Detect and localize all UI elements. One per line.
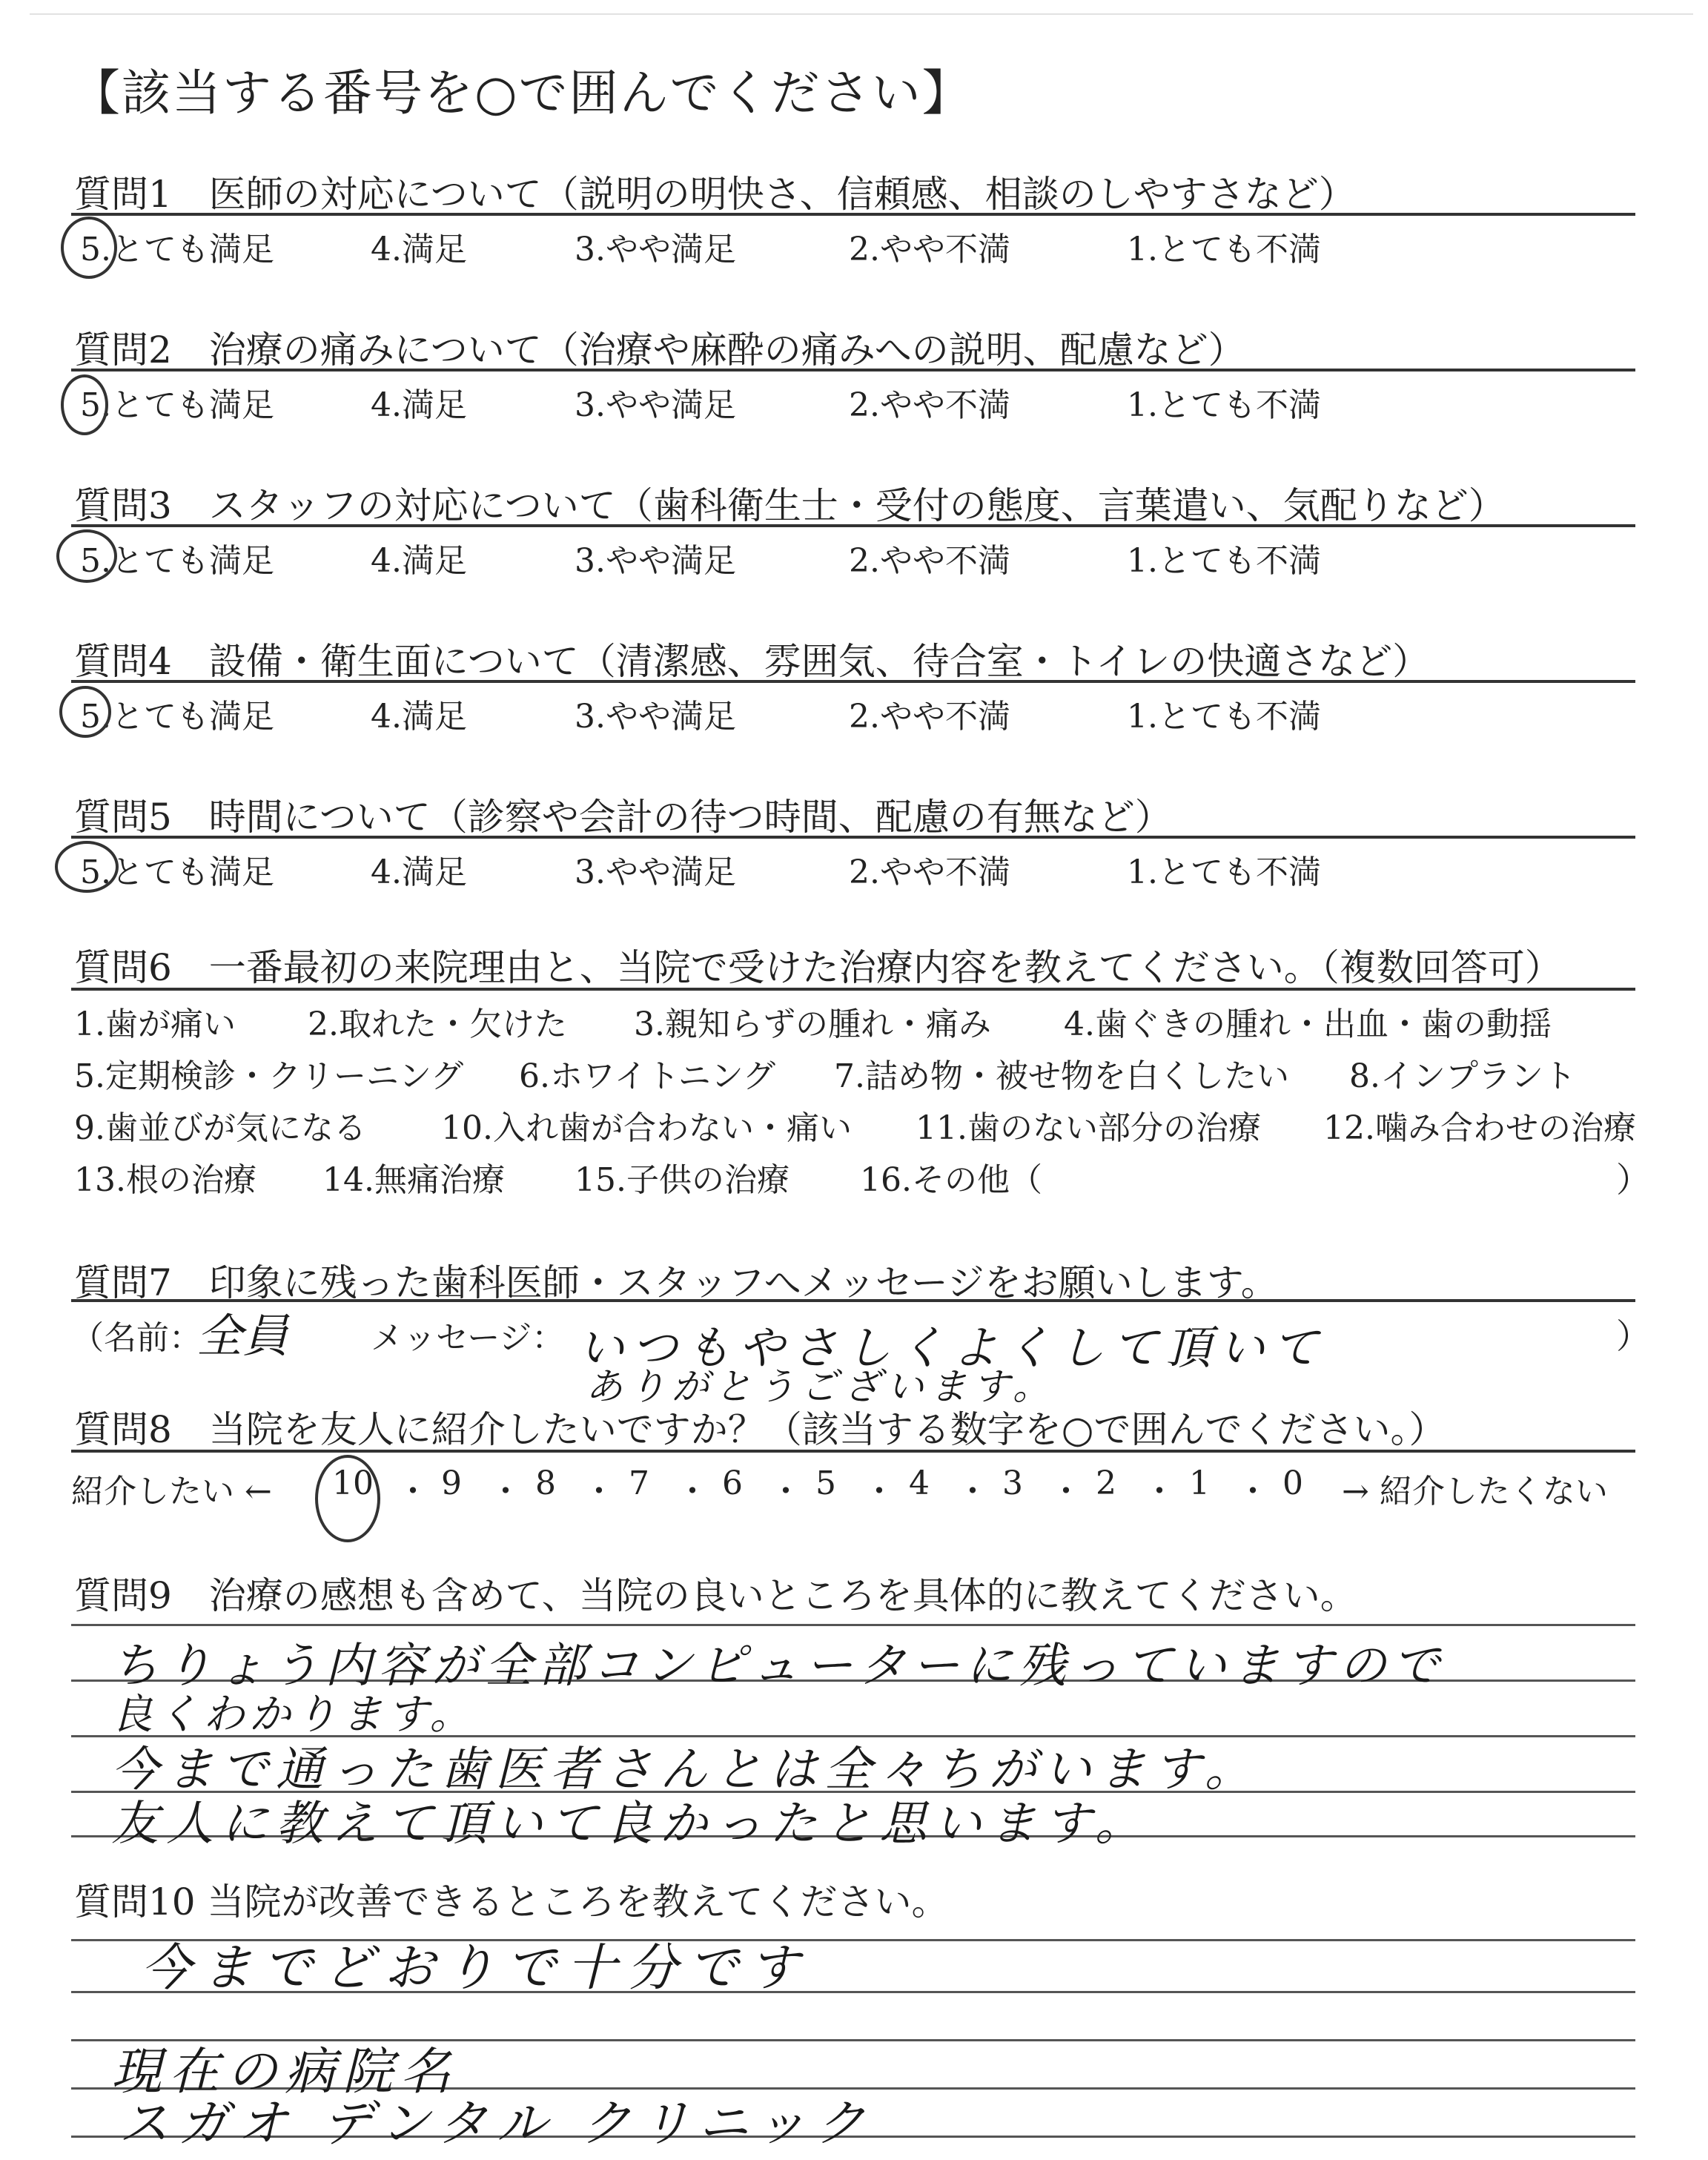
q8-scale-8[interactable]: 8 [535,1464,556,1502]
page-title: 【該当する番号を○で囲んでください】 [71,65,973,122]
q10-answer-line-1: 今までどおりで十分です [141,1939,810,1998]
q8-scale-5[interactable]: 5 [815,1464,836,1502]
q8-scale-sep: ・ [956,1473,989,1510]
question-8-label: 質問8 当院を友人に紹介したいですか？（該当する数字を○で囲んでください。） [74,1408,1446,1451]
question-2-label: 質問2 治療の痛みについて（治療や麻酔の痛みへの説明、配慮など） [74,328,1245,371]
q6-item-9[interactable]: 9.歯並びが気になる [74,1109,366,1147]
q2-option-5[interactable]: 5.とても満足 [80,386,274,424]
q8-right-label: → 紹介したくない [1342,1473,1608,1510]
question-5-label: 質問5 時間について（診察や会計の待つ時間、配慮の有無など） [74,796,1172,839]
q8-scale-2[interactable]: 2 [1096,1464,1116,1502]
q7-message-label: メッセージ： [371,1319,565,1357]
q8-scale-6[interactable]: 6 [722,1464,743,1502]
q8-scale-sep: ・ [1143,1473,1176,1510]
q7-name-label: （名前： [71,1319,202,1357]
q1-option-3[interactable]: 3.やや満足 [575,231,736,268]
q8-scale-7[interactable]: 7 [629,1464,649,1502]
question-3-label: 質問3 スタッフの対応について（歯科衛生士・受付の態度、言葉遣い、気配りなど） [74,484,1506,527]
q2-selected-circle [61,374,108,435]
question-5-rule [71,836,1635,839]
q8-scale-sep: ・ [1237,1473,1269,1510]
q4-option-1[interactable]: 1.とても不満 [1127,698,1321,736]
q1-option-2[interactable]: 2.やや不満 [849,231,1010,268]
q6-item-8[interactable]: 8.インプラント [1349,1057,1576,1095]
q6-item-11[interactable]: 11.歯のない部分の治療 [916,1109,1261,1147]
question-6-rule [71,988,1635,991]
question-10-label: 質問10 当院が改善できるところを教えてください。 [74,1880,949,1923]
q8-scale-sep: ・ [1050,1473,1082,1510]
question-7-label: 質問7 印象に残った歯科医師・スタッフへメッセージをお願いします。 [74,1261,1278,1304]
top-border [30,13,1693,15]
q7-message-line-1: いつもやさしくよくして頂いて [578,1321,1326,1375]
question-9-label: 質問9 治療の感想も含めて、当院の良いところを具体的に教えてください。 [74,1574,1357,1617]
q5-option-2[interactable]: 2.やや不満 [849,853,1010,891]
q7-close-paren: ） [1616,1316,1650,1356]
q8-scale-3[interactable]: 3 [1002,1464,1023,1502]
q8-scale-sep: ・ [676,1473,709,1510]
q1-option-4[interactable]: 4.満足 [371,231,467,268]
q8-scale-sep: ・ [583,1473,615,1510]
q9-answer-line-4: 友人に教えて頂いて良かったと思います。 [111,1797,1150,1852]
q9-answer-line-1: ちりょう内容が全部コンピューターに残っていますので [111,1639,1446,1694]
q6-item-10[interactable]: 10.入れ歯が合わない・痛い [441,1109,852,1147]
question-7-rule [71,1299,1635,1302]
q4-option-5[interactable]: 5.とても満足 [80,698,274,736]
q6-item-16[interactable]: 16.その他（ [860,1161,1042,1199]
q6-item-7[interactable]: 7.詰め物・被せ物を白くしたい [834,1057,1289,1095]
q6-other-close-paren: ） [1616,1160,1650,1200]
q8-scale-sep: ・ [489,1473,522,1510]
q10-answer-line-4: スガオ デンタル クリニック [119,2095,875,2153]
q5-option-1[interactable]: 1.とても不満 [1127,853,1321,891]
q2-option-1[interactable]: 1.とても不満 [1127,386,1321,424]
q3-selected-circle [56,529,117,583]
q4-option-4[interactable]: 4.満足 [371,698,467,736]
q1-option-1[interactable]: 1.とても不満 [1127,231,1321,268]
q3-option-1[interactable]: 1.とても不満 [1127,542,1321,580]
question-2-rule [71,369,1635,371]
q6-item-3[interactable]: 3.親知らずの腫れ・痛み [634,1005,991,1043]
q3-option-2[interactable]: 2.やや不満 [849,542,1010,580]
q5-option-5[interactable]: 5.とても満足 [80,853,274,891]
q6-item-4[interactable]: 4.歯ぐきの腫れ・出血・歯の動揺 [1064,1005,1552,1043]
q8-scale-4[interactable]: 4 [909,1464,930,1502]
q9-answer-line-2: 良くわかります。 [111,1691,476,1739]
q1-selected-circle [61,217,117,279]
q6-item-13[interactable]: 13.根の治療 [74,1161,256,1199]
q4-option-2[interactable]: 2.やや不満 [849,698,1010,736]
q6-item-2[interactable]: 2.取れた・欠けた [308,1005,567,1043]
q7-message-line-2: ありがとうございます。 [586,1365,1056,1408]
question-4-label: 質問4 設備・衛生面について（清潔感、雰囲気、待合室・トイレの快適さなど） [74,640,1430,683]
q9-answer-line-3: 今まで通った歯医者さんとは全々ちがいます。 [111,1743,1260,1797]
q7-name-handwritten: 全員 [196,1309,289,1363]
q8-selected-circle [315,1455,380,1542]
question-8-rule [71,1450,1635,1453]
q5-selected-circle [55,841,119,893]
q2-option-3[interactable]: 3.やや満足 [575,386,736,424]
q8-scale-9[interactable]: 9 [441,1464,462,1502]
q4-selected-circle [59,686,111,738]
q6-item-12[interactable]: 12.噛み合わせの治療 [1323,1109,1636,1147]
q5-option-4[interactable]: 4.満足 [371,853,467,891]
question-3-rule [71,524,1635,527]
q8-scale-10[interactable]: 10 [332,1464,374,1502]
q3-option-4[interactable]: 4.満足 [371,542,467,580]
q8-scale-sep: ・ [397,1473,429,1510]
q5-option-3[interactable]: 3.やや満足 [575,853,736,891]
q3-option-5[interactable]: 5.とても満足 [80,542,274,580]
question-6-label: 質問6 一番最初の来院理由と、当院で受けた治療内容を教えてください。（複数回答可） [74,946,1562,989]
q3-option-3[interactable]: 3.やや満足 [575,542,736,580]
q9-line-1 [71,1624,1635,1626]
question-1-label: 質問1 医師の対応について（説明の明快さ、信頼感、相談のしやすさなど） [74,173,1356,216]
question-4-rule [71,680,1635,683]
q8-left-label: 紹介したい ← [71,1473,272,1510]
q8-scale-1[interactable]: 1 [1189,1464,1210,1502]
q1-option-5[interactable]: 5.とても満足 [80,231,274,268]
q10-answer-line-3: 現在の病院名 [111,2043,459,2101]
q8-scale-0[interactable]: 0 [1282,1464,1303,1502]
q2-option-4[interactable]: 4.満足 [371,386,467,424]
question-1-rule [71,213,1635,216]
q4-option-3[interactable]: 3.やや満足 [575,698,736,736]
q6-item-15[interactable]: 15.子供の治療 [575,1161,790,1199]
q8-scale-sep: ・ [769,1473,802,1510]
q6-item-1[interactable]: 1.歯が痛い [74,1005,236,1043]
q2-option-2[interactable]: 2.やや不満 [849,386,1010,424]
q6-item-6[interactable]: 6.ホワイトニング [519,1057,776,1095]
q8-scale-sep: ・ [863,1473,896,1510]
q6-item-5[interactable]: 5.定期検診・クリーニング [74,1057,464,1095]
q6-item-14[interactable]: 14.無痛治療 [322,1161,505,1199]
